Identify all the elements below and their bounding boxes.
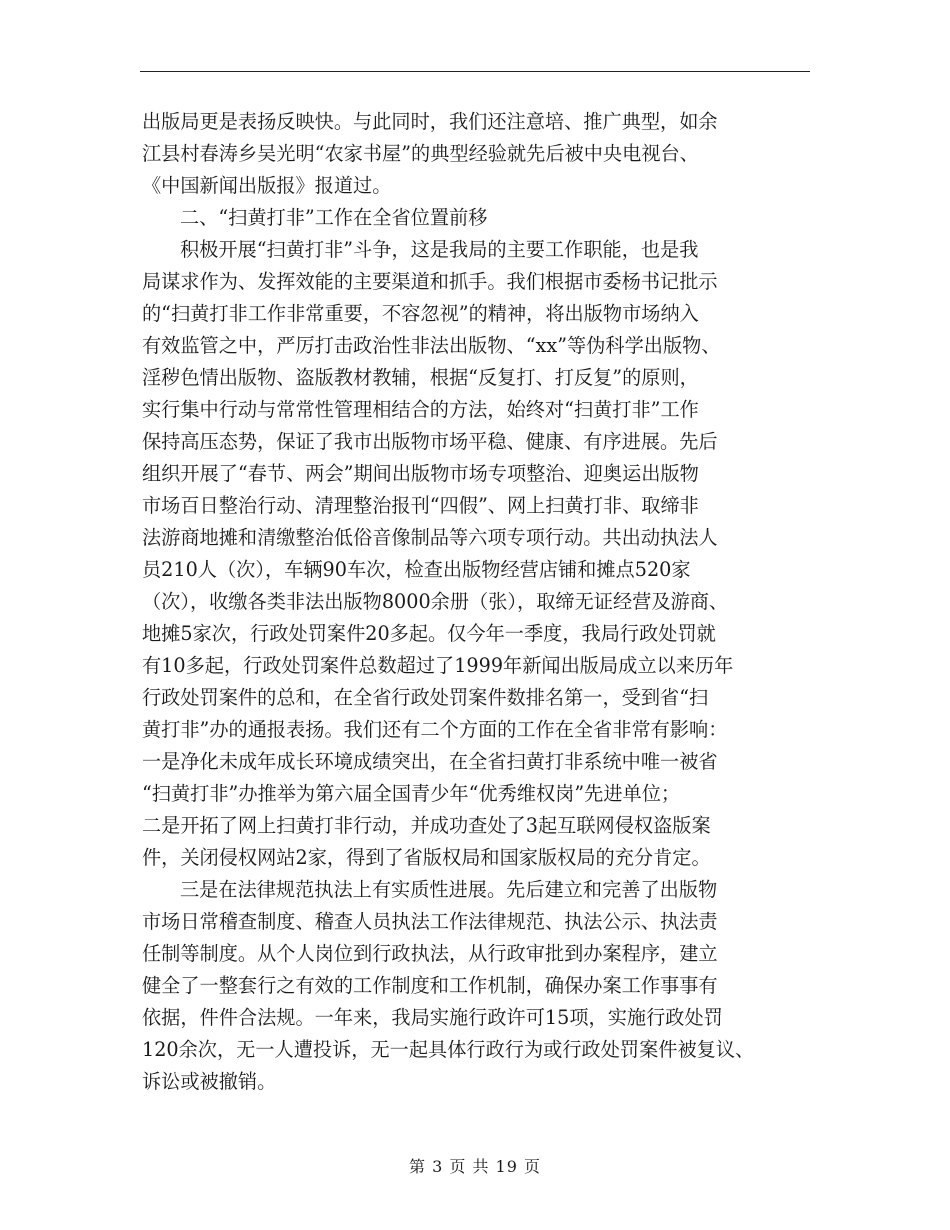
text-line: 局谋求作为、发挥效能的主要渠道和抓手。我们根据市委杨书记批示: [142, 270, 718, 293]
text-line: 一是净化未成年成长环境成绩突出，在全省扫黄打非系统中唯一被省: [142, 750, 718, 773]
text-line: 地摊5家次，行政处罚案件20多起。仅今年一季度，我局行政处罚就: [142, 622, 716, 645]
text-line: 诉讼或被撤销。: [142, 1070, 277, 1093]
text-line: 有效监管之中，严厉打击政治性非法出版物、“xx”等伪科学出版物、: [142, 334, 721, 357]
text-line: 实行集中行动与常常性管理相结合的方法，始终对“扫黄打非”工作: [142, 398, 699, 421]
text-line: 黄打非”办的通报表扬。我们还有二个方面的工作在全省非常有影响：: [142, 718, 728, 741]
text-line: 依据，件件合法规。一年来，我局实施行政许可15项，实施行政处罚: [142, 1006, 723, 1029]
section-heading: 二、“扫黄打非”工作在全省位置前移: [180, 206, 488, 229]
footer-prefix: 第: [408, 1157, 426, 1176]
text-line: 市场百日整治行动、清理整治报刊“四假”、网上扫黄打非、取缔非: [142, 494, 699, 517]
text-line: 健全了一整套行之有效的工作制度和工作机制，确保办案工作事事有: [142, 974, 718, 997]
text-line: 员210人（次），车辆90车次，检查出版物经营店铺和摊点520家: [142, 558, 691, 581]
text-line: 淫秽色情出版物、盗版教材教辅，根据“反复打、打反复”的原则，: [142, 366, 699, 389]
footer-middle: 页 共: [449, 1157, 490, 1176]
text-line: （次），收缴各类非法出版物8000余册（张），取缔无证经营及游商、: [142, 590, 729, 613]
text-line: 三是在法律规范执法上有实质性进展。先后建立和完善了出版物: [180, 878, 718, 901]
text-line: 出版局更是表扬反映快。与此同时，我们还注意培、推广典型，如余: [142, 110, 718, 133]
text-line: 任制等制度。从个人岗位到行政执法，从行政审批到办案程序，建立: [142, 942, 718, 965]
text-line: 件，关闭侵权网站2家，得到了省版权局和国家版权局的充分肯定。: [142, 846, 711, 869]
footer-total-pages: 19: [495, 1157, 518, 1176]
text-line: “扫黄打非”办推举为第六届全国青少年“优秀维权岗”先进单位；: [142, 782, 681, 805]
text-line: 市场日常稽查制度、稽查人员执法工作法律规范、执法公示、执法责: [142, 910, 718, 933]
text-line: 积极开展“扫黄打非”斗争，这是我局的主要工作职能，也是我: [180, 238, 699, 261]
text-line: 保持高压态势，保证了我市出版物市场平稳、健康、有序进展。先后: [142, 430, 718, 453]
footer-suffix: 页: [524, 1157, 542, 1176]
text-line: 有10多起，行政处罚案件总数超过了1999年新闻出版局成立以来历年: [142, 654, 734, 677]
text-line: 《中国新闻出版报》报道过。: [142, 174, 392, 197]
footer-current-page: 3: [432, 1157, 444, 1176]
header-rule: [140, 71, 810, 72]
text-line: 法游商地摊和清缴整治低俗音像制品等六项专项行动。共出动执法人: [142, 526, 718, 549]
text-line: 二是开拓了网上扫黄打非行动，并成功查处了3起互联网侵权盗版案: [142, 814, 711, 837]
text-line: 120余次，无一人遭投诉，无一起具体行政行为或行政处罚案件被复议、: [142, 1038, 755, 1061]
text-line: 的“扫黄打非工作非常重要，不容忽视”的精神，将出版物市场纳入: [142, 302, 699, 325]
page-footer: [0, 1156, 950, 1178]
text-line: 江县村春涛乡吴光明“农家书屋”的典型经验就先后被中央电视台、: [142, 142, 699, 165]
text-line: 组织开展了“春节、两会”期间出版物市场专项整治、迎奥运出版物: [142, 462, 699, 485]
body-text: [142, 106, 812, 1098]
text-line: 行政处罚案件的总和，在全省行政处罚案件数排名第一，受到省“扫: [142, 686, 709, 709]
